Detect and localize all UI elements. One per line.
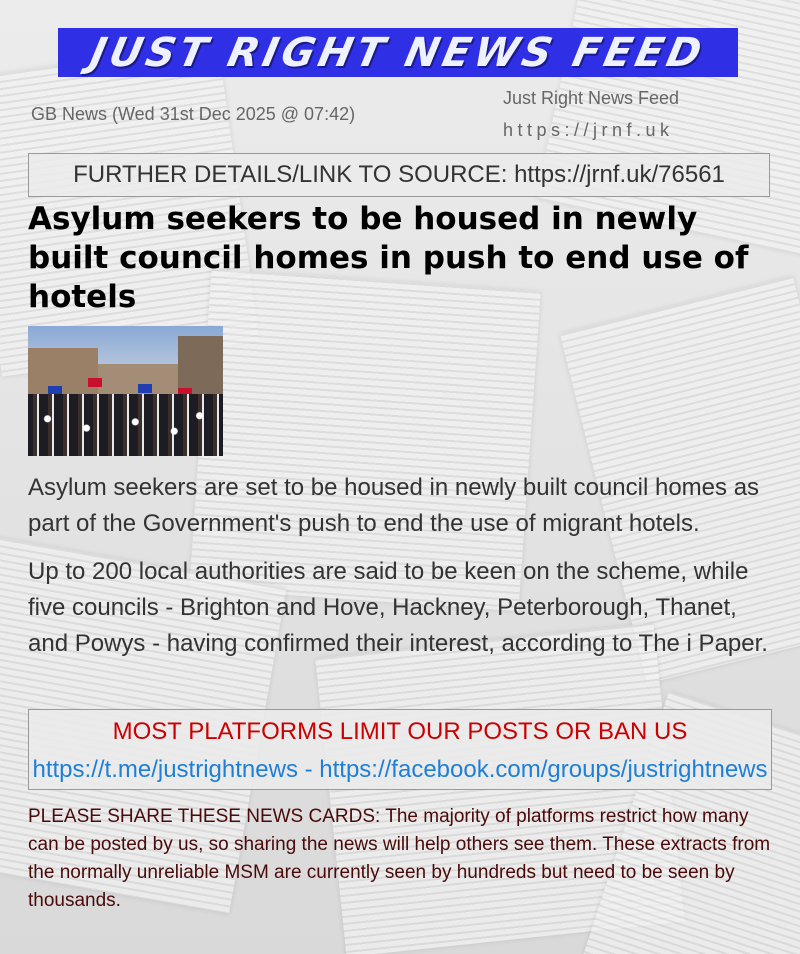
- article-paragraph: Up to 200 local authorities are said to be keen on the scheme, while five councils - Brighton and Hove, Hackney, Peterborough, Thanet, and Powys - having confirmed their interest, according to The i Paper.: [28, 558, 768, 657]
- share-request-note: PLEASE SHARE THESE NEWS CARDS: The majority of platforms restrict how many can be posted by us, so sharing the news will help others see them. These extracts from the normally unreliable MSM are currently seen by hundreds but need to be seen by thousands.: [28, 806, 771, 911]
- article-headline: Asylum seekers to be housed in newly built council homes in push to end use of hotels: [28, 201, 749, 315]
- source-link-box[interactable]: FURTHER DETAILS/LINK TO SOURCE: https://jrnf.uk/76561: [28, 153, 770, 197]
- site-name: Just Right News Feed: [503, 88, 680, 108]
- source-dateline: GB News (Wed 31st Dec 2025 @ 07:42): [31, 104, 356, 124]
- site-url-link[interactable]: https://jrnf.uk: [503, 120, 674, 140]
- social-links[interactable]: https://t.me/justrightnews - https://facebook.com/groups/justrightnews: [32, 756, 768, 783]
- promo-box: [28, 709, 772, 790]
- site-banner: [58, 28, 738, 77]
- platform-warning: MOST PLATFORMS LIMIT OUR POSTS OR BAN US: [112, 718, 688, 745]
- protest-crowd-photo: [28, 326, 223, 456]
- article-paragraph: Asylum seekers are set to be housed in newly built council homes as part of the Government's push to end the use of migrant hotels.: [28, 474, 760, 537]
- banner-title: JUST RIGHT NEWS FEED: [86, 29, 710, 76]
